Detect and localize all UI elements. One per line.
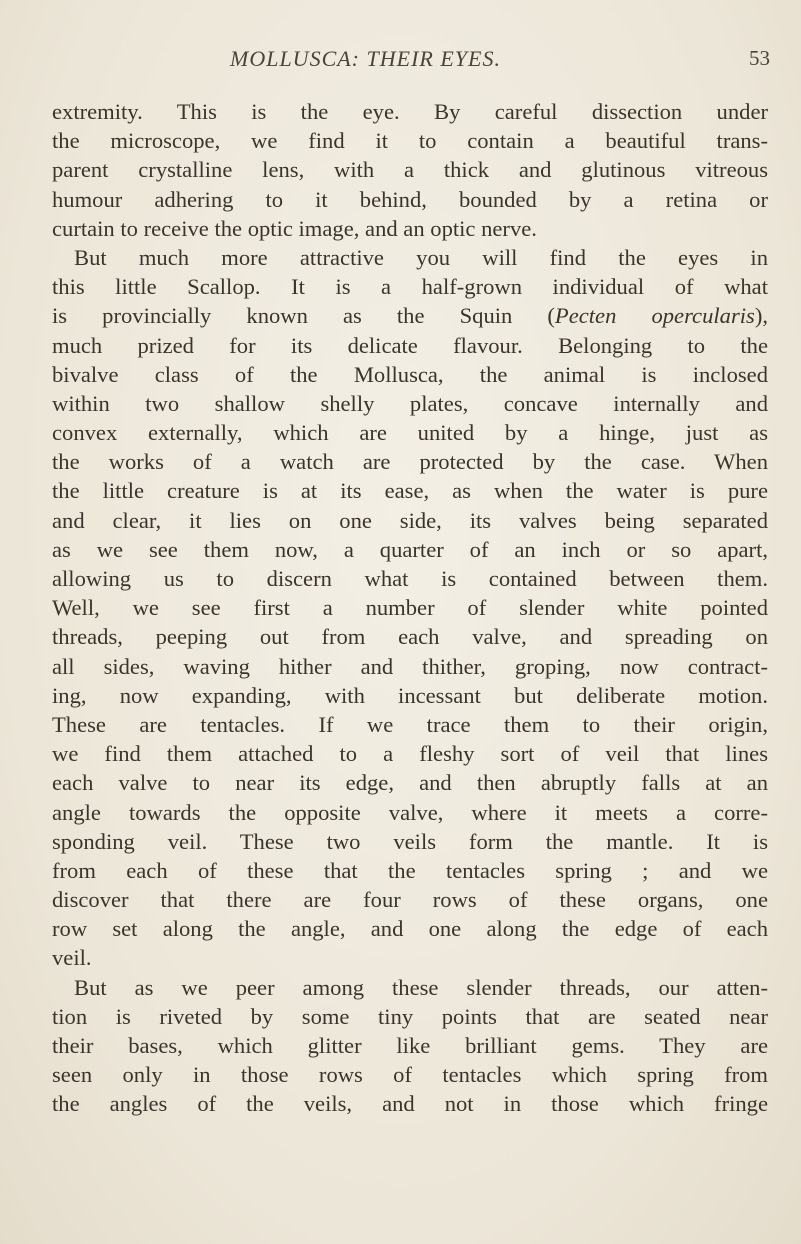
text-line: each valve to near its edge, and then abruptly falls at an [52, 770, 768, 796]
text-line: within two shallow shelly plates, concave internally and [52, 390, 768, 416]
text-line: we find them attached to a fleshy sort of veil that lines [52, 741, 768, 767]
text-line: allowing us to discern what is contained between them. [52, 566, 768, 591]
text-line: the angles of the veils, and not in those which fringe [52, 1091, 768, 1117]
text-line: the microscope, we find it to contain a beautiful trans- [52, 128, 768, 154]
text-line: all sides, waving hither and thither, groping, now contract- [52, 653, 768, 679]
text-line: and clear, it lies on one side, its valves being separated [52, 507, 768, 533]
page-number: 53 [749, 46, 770, 70]
body-text [52, 97, 768, 1119]
text-segment: is provincially known as the Squin ( [52, 303, 555, 329]
text-line: tion is riveted by some tiny points that are seated near [52, 1003, 768, 1029]
text-line: the works of a watch are protected by the case. When [52, 449, 768, 475]
text-line: discover that there are four rows of these organs, one [52, 887, 768, 913]
text-line: their bases, which glitter like brilliant gems. They are [52, 1033, 768, 1058]
text-line: row set along the angle, and one along the edge of each [52, 916, 768, 942]
text-line: sponding veil. These two veils form the mantle. It is [52, 828, 768, 854]
text-line: extremity. This is the eye. By careful dissection under [52, 99, 768, 124]
text-line: much prized for its delicate flavour. Belonging to the [52, 332, 768, 358]
text-line: ing, now expanding, with incessant but deliberate motion. [52, 682, 768, 708]
running-title: MOLLUSCA: THEIR EYES. [230, 46, 501, 71]
text-line: curtain to receive the optic image, and an optic nerve. [52, 215, 537, 241]
text-line: bivalve class of the Mollusca, the animal is inclosed [52, 361, 768, 387]
text-line: veil. [52, 945, 92, 971]
text-segment: ), [754, 303, 768, 329]
text-line: parent crystalline lens, with a thick and glutinous vitreous [52, 157, 768, 183]
text-line [52, 301, 768, 330]
text-line: the little creature is at its ease, as when the water is pure [52, 478, 768, 504]
text-line: angle towards the opposite valve, where it meets a corre- [52, 799, 768, 825]
text-line: These are tentacles. If we trace them to their origin, [52, 711, 768, 737]
text-line: as we see them now, a quarter of an inch or so apart, [52, 536, 768, 562]
text-line: Well, we see first a number of slender white pointed [52, 595, 768, 621]
text-line: seen only in those rows of tentacles which spring from [52, 1062, 768, 1088]
text-line: convex externally, which are united by a hinge, just as [52, 420, 768, 446]
text-line: this little Scallop. It is a half-grown individual of what [52, 274, 768, 300]
running-head [0, 46, 801, 76]
text-line: But much more attractive you will find the eyes in [74, 244, 768, 270]
text-line: humour adhering to it behind, bounded by a retina or [52, 186, 768, 212]
text-line: But as we peer among these slender threads, our atten- [74, 974, 768, 1000]
text-line: from each of these that the tentacles spring ; and we [52, 857, 768, 883]
text-line: threads, peeping out from each valve, and spreading on [52, 624, 768, 650]
species-name: Pecten opercularis [554, 303, 755, 329]
